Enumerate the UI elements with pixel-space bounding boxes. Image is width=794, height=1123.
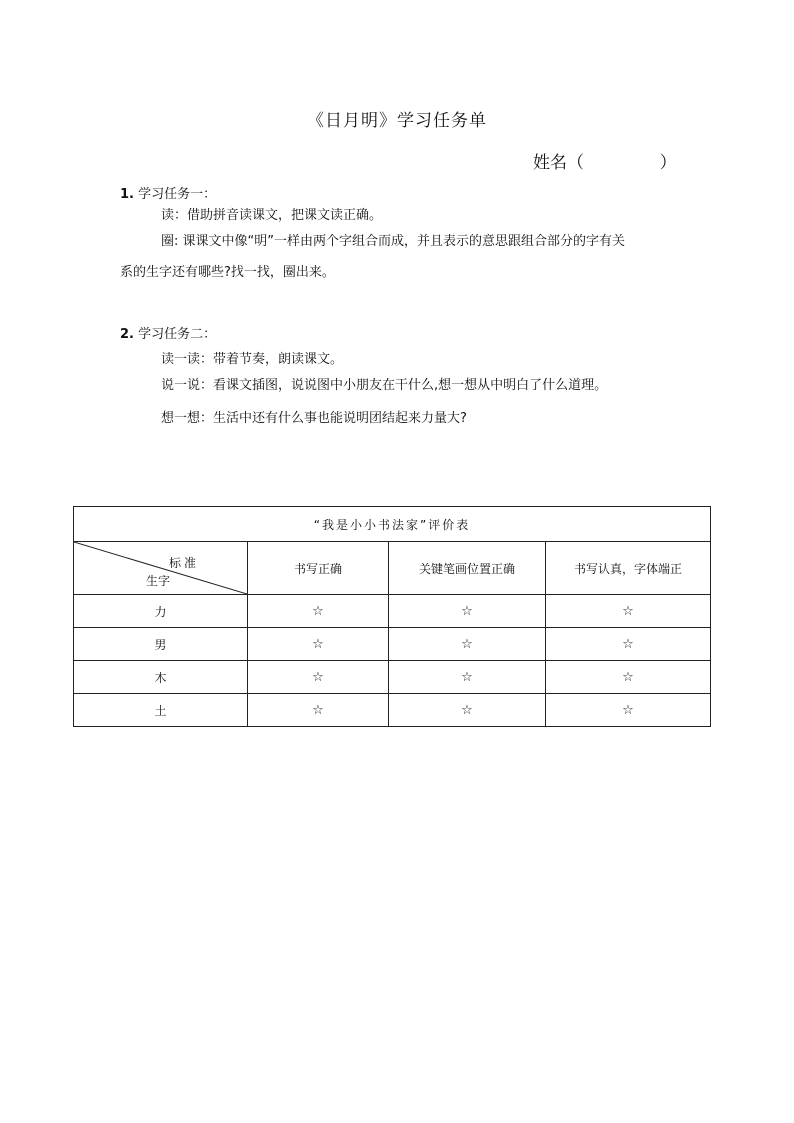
task2-read: 读一读：带着节奏，朗读课文。 xyxy=(161,352,344,367)
star-mark: ☆ xyxy=(248,694,389,727)
column-header: 书写认真，字体端正 xyxy=(546,542,711,595)
row-char: 男 xyxy=(74,628,248,661)
star-mark: ☆ xyxy=(546,661,711,694)
star-mark: ☆ xyxy=(389,628,546,661)
row-char: 木 xyxy=(74,661,248,694)
corner-char-label: 生字 xyxy=(146,574,171,588)
task2-number: 2. xyxy=(120,327,134,342)
star-mark: ☆ xyxy=(248,661,389,694)
star-mark: ☆ xyxy=(546,595,711,628)
star-mark: ☆ xyxy=(546,694,711,727)
table-row xyxy=(74,628,711,661)
star-mark: ☆ xyxy=(389,694,546,727)
task1-circle-line1: 圈: 课课文中像“明”一样由两个字组合而成，并且表示的意思跟组合部分的字有关 xyxy=(161,234,625,249)
star-mark: ☆ xyxy=(389,595,546,628)
task2-heading xyxy=(120,323,216,342)
table-row xyxy=(74,661,711,694)
table-header-row xyxy=(74,542,711,595)
task1-circle-line2: 系的生字还有哪些?找一找，圈出来。 xyxy=(120,265,335,280)
task2-think: 想一想：生活中还有什么事也能说明团结起来力量大? xyxy=(161,411,467,426)
row-char: 力 xyxy=(74,595,248,628)
name-field-label: 姓名（ ） xyxy=(533,153,677,173)
column-header: 书写正确 xyxy=(248,542,389,595)
task1-read: 读：借助拼音读课文，把课文读正确。 xyxy=(161,208,383,223)
table-caption-row xyxy=(74,507,711,542)
table-caption: “我是小小书法家”评价表 xyxy=(74,507,711,542)
task1-number: 1. xyxy=(120,187,134,202)
task2-heading-text: 学习任务二： xyxy=(138,327,217,342)
star-mark: ☆ xyxy=(248,628,389,661)
table-row xyxy=(74,694,711,727)
page-title: 《日月明》学习任务单 xyxy=(307,111,487,131)
star-mark: ☆ xyxy=(546,628,711,661)
column-header: 关键笔画位置正确 xyxy=(389,542,546,595)
evaluation-table xyxy=(73,506,711,727)
corner-header-cell xyxy=(74,542,248,595)
corner-standard-label: 标准 xyxy=(168,556,199,570)
task1-heading xyxy=(120,183,216,202)
task1-heading-text: 学习任务一： xyxy=(138,187,217,202)
table-row xyxy=(74,595,711,628)
star-mark: ☆ xyxy=(389,661,546,694)
star-mark: ☆ xyxy=(248,595,389,628)
row-char: 土 xyxy=(74,694,248,727)
task2-say: 说一说：看课文插图，说说图中小朋友在干什么,想一想从中明白了什么道理。 xyxy=(161,378,608,393)
